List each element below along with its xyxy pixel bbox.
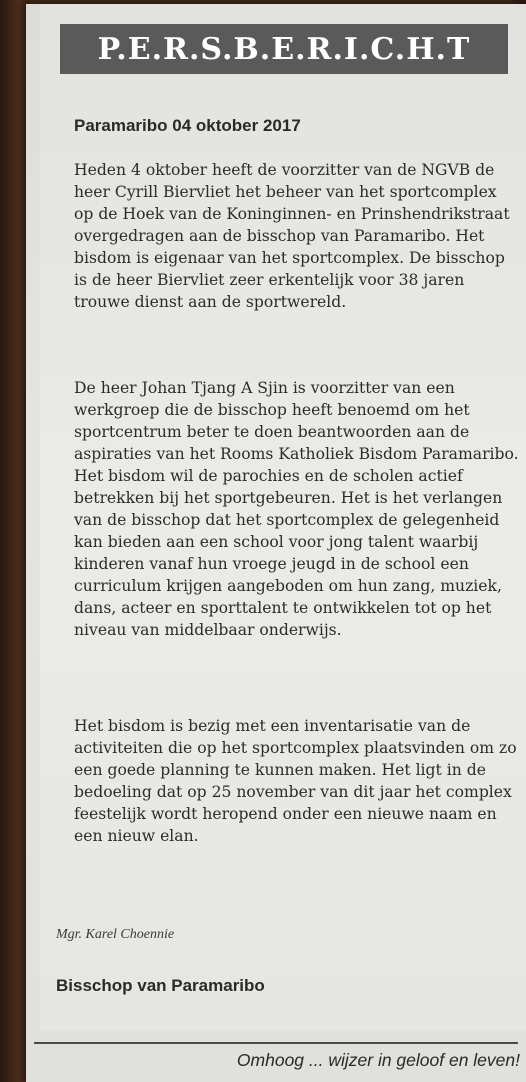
signature-title: Bisschop van Paramaribo [56, 976, 265, 995]
header-banner [60, 24, 508, 74]
paragraph-2: De heer Johan Tjang A Sjin is voorzitter van een werkgroep die de bisschop heeft benoemd om het sportcentrum beter te doen beantwoorden aan de aspiraties van het Rooms Katholiek Bisdom Paramaribo. Het bisdom wil de parochies en de scholen actief betrekken bij het sportgebeuren. Het is het verlangen van de bisschop dat het sportcomplex de gelegenheid kan bieden aan een school voor jong talent waarbij kinderen vanaf hun vroege jeugd in de school een curriculum krijgen aangeboden om hun zang, muziek, dans, acteer en sporttalent te ontwikkelen tot op het niveau van middelbaar onderwijs. [74, 379, 519, 639]
footer-divider [34, 1042, 518, 1044]
paragraph-3: Het bisdom is bezig met een inventarisatie van de activiteiten die op het sportcomplex plaatsvinden om zo een goede planning te kunnen maken. Het ligt in de bedoeling dat op 25 november van dit jaar het complex feestelijk wordt heropend onder een nieuwe naam en een nieuw elan. [74, 717, 517, 845]
newspaper-page [26, 4, 526, 1082]
dateline: Paramaribo 04 oktober 2017 [74, 116, 301, 135]
paragraph-1: Heden 4 oktober heeft de voorzitter van de NGVB de heer Cyrill Biervliet het beheer van het sportcomplex op de Hoek van de Koninginnen- en Prinshendrikstraat overgedragen aan de bisschop van Paramaribo. Het bisdom is eigenaar van het sportcomplex. De bisschop is de heer Biervliet zeer erkentelijk voor 38 jaren trouwe dienst aan de sportwereld. [74, 161, 510, 311]
signature-name: Mgr. Karel Choennie [56, 927, 175, 942]
page-title: P.E.R.S.B.E.R.I.C.H.T [97, 31, 471, 67]
footer-slogan: Omhoog ... wijzer in geloof en leven! [236, 1050, 520, 1070]
press-release-clipping [40, 4, 526, 1030]
